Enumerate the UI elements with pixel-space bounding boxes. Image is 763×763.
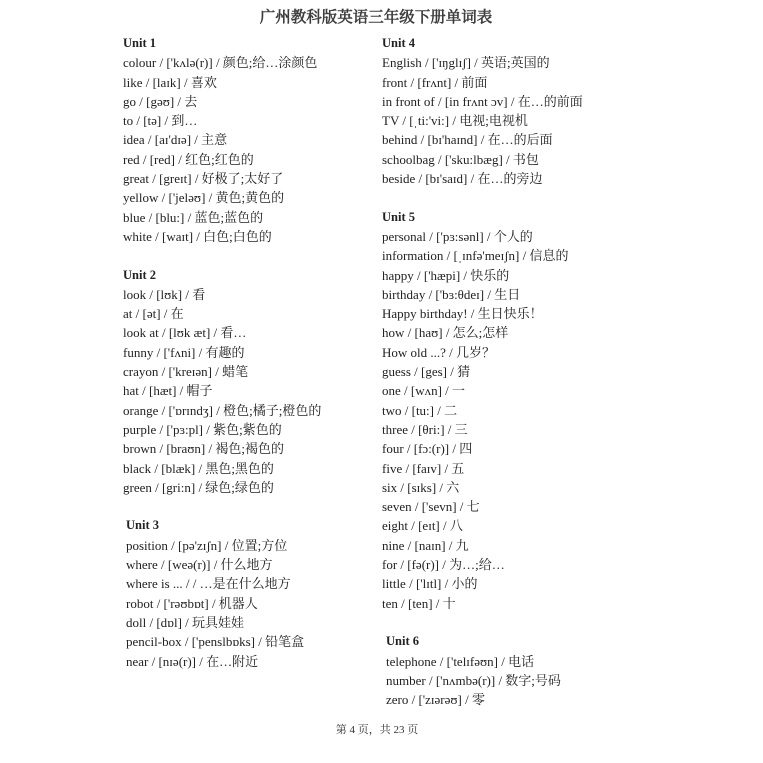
page-footer: 第 4 页，共 23 页 [335, 724, 419, 736]
vocab-entry: hat / [hæt] / 帽子 [123, 383, 213, 399]
vocab-entry: colour / ['kʌlə(r)] / 颜色;给…涂颜色 [123, 55, 318, 71]
vocab-entry: two / [tu:] / 二 [382, 402, 458, 418]
vocab-entry: position / [pə'zɪʃn] / 位置;方位 [126, 537, 288, 553]
vocab-entry: brown / [braʊn] / 褐色;褐色的 [123, 441, 284, 457]
vocab-entry: black / [blæk] / 黑色;黑色的 [123, 460, 274, 476]
vocab-entry: funny / ['fʌni] / 有趣的 [123, 344, 245, 360]
left-column [123, 34, 321, 671]
vocab-entry: information / [ˌɪnfə'meɪʃn] / 信息的 [382, 248, 569, 264]
unit-heading: Unit 4 [382, 36, 415, 50]
vocab-entry: to / [tə] / 到… [123, 113, 198, 129]
vocab-entry: English / ['ɪŋglɪʃ] / 英语;英国的 [382, 55, 550, 71]
vocab-entry: in front of / [in frʌnt ɔv] / 在…的前面 [382, 93, 583, 109]
vocab-entry: six / [sɪks] / 六 [382, 479, 460, 495]
vocab-entry: orange / ['ɒrɪndʒ] / 橙色;橘子;橙色的 [123, 402, 322, 418]
vocab-entry: look at / [lʊk æt] / 看… [123, 325, 247, 341]
vocab-entry: little / ['lɪtl] / 小的 [382, 576, 478, 592]
vocab-entry: doll / [dɒl] / 玩具娃娃 [126, 614, 245, 630]
unit-1-section [123, 34, 321, 246]
vocab-entry: where / [weə(r)] / 什么地方 [126, 557, 273, 573]
vocab-entry: how / [haʊ] / 怎么;怎样 [382, 325, 509, 341]
vocab-entry: look / [lʊk] / 看 [123, 286, 206, 302]
right-column [382, 34, 583, 709]
unit-5-section [382, 208, 583, 613]
vocab-entry: at / [ət] / 在 [123, 306, 184, 322]
vocab-entry: ten / [ten] / 十 [382, 595, 456, 611]
vocab-entry: yellow / ['jeləʊ] / 黄色;黄色的 [123, 190, 285, 206]
vocab-entry: five / [faɪv] / 五 [382, 460, 465, 476]
vocab-entry: green / [gri:n] / 绿色;绿色的 [123, 479, 274, 495]
vocab-entry: telephone / ['telɪfəʊn] / 电话 [386, 653, 535, 669]
vocab-entry: pencil-box / ['penslbɒks] / 铅笔盒 [126, 634, 305, 650]
vocab-entry: schoolbag / ['sku:lbæg] / 书包 [382, 151, 539, 167]
vocab-entry: eight / [eɪt] / 八 [382, 518, 463, 534]
vocab-entry: guess / [ges] / 猜 [382, 364, 471, 380]
vocab-entry: blue / [blu:] / 蓝色;蓝色的 [123, 209, 264, 225]
vocab-entry: TV / [ˌti:'vi:] / 电视;电视机 [382, 113, 528, 129]
unit-heading: Unit 6 [386, 634, 419, 649]
vocab-entry: robot / ['rəʊbɒt] / 机器人 [126, 595, 258, 611]
unit-4-section [382, 34, 583, 188]
vocab-entry: seven / ['sevn] / 七 [382, 499, 480, 515]
vocab-entry: beside / [bɪ'saɪd] / 在…的旁边 [382, 171, 543, 187]
vocab-entry: Happy birthday! / 生日快乐！ [382, 306, 543, 322]
vocab-entry: white / [waɪt] / 白色;白色的 [123, 228, 272, 244]
vocab-entry: four / [fɔ:(r)] / 四 [382, 441, 473, 457]
vocab-entry: where is ... / / …是在什么地方 [126, 576, 291, 592]
vocab-entry: for / [fə(r)] / 为…;给… [382, 557, 505, 573]
unit-heading: Unit 5 [382, 209, 415, 224]
vocab-entry: like / [laɪk] / 喜欢 [123, 74, 217, 90]
unit-6-section [382, 632, 583, 709]
vocab-entry: red / [red] / 红色;红色的 [123, 151, 254, 167]
page-title: 广州教科版英语三年级下册单词表 [259, 8, 493, 26]
vocab-entry: go / [gəʊ] / 去 [123, 93, 198, 109]
unit-2-section [123, 266, 321, 498]
unit-heading: Unit 3 [126, 518, 159, 533]
vocab-entry: one / [wʌn] / 一 [382, 383, 466, 399]
unit-heading: Unit 2 [123, 267, 156, 282]
vocab-entry: happy / ['hæpi] / 快乐的 [382, 267, 510, 283]
vocab-entry: personal / ['pɜ:sənl] / 个人的 [382, 228, 533, 244]
vocab-entry: number / ['nʌmbə(r)] / 数字;号码 [386, 672, 561, 688]
unit-heading: Unit 1 [123, 36, 156, 50]
vocab-entry: great / [greɪt] / 好极了;太好了 [123, 171, 284, 187]
vocab-entry: idea / [aɪ'dɪə] / 主意 [123, 132, 228, 148]
vocab-entry: crayon / ['kreɪən] / 蜡笔 [123, 364, 249, 380]
vocab-entry: near / [nɪə(r)] / 在…附近 [126, 653, 259, 669]
vocab-entry: behind / [bɪ'haɪnd] / 在…的后面 [382, 132, 553, 148]
vocab-entry: How old ...? / 几岁？ [382, 344, 496, 360]
vocab-entry: birthday / ['bɜ:θdeɪ] / 生日 [382, 286, 521, 302]
vocab-entry: nine / [naɪn] / 九 [382, 537, 469, 553]
vocab-entry: front / [frʌnt] / 前面 [382, 74, 488, 90]
vocab-entry: zero / ['zɪərəʊ] / 零 [386, 692, 485, 708]
vocab-entry: purple / ['pɜ:pl] / 紫色;紫色的 [123, 421, 282, 437]
vocab-entry: three / [θri:] / 三 [382, 421, 468, 437]
unit-3-section [123, 516, 321, 670]
